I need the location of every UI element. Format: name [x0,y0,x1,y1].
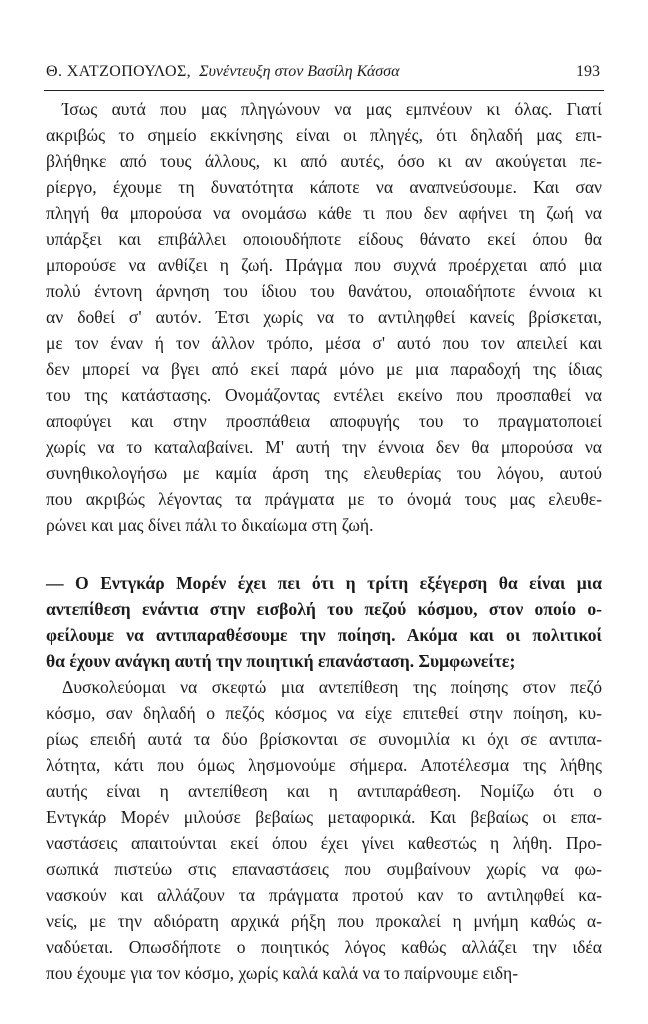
answer-line: ναστάσεις απαιτούνται εκεί όπου έχει γίνει καθεστώς η λήθη. Προ- [46,833,602,853]
question-line: — Ο Εντγκάρ Μορέν έχει πει ότι η τρίτη εξέγερση θα είναι μια [46,573,602,593]
answer-line: Εντγκάρ Μορέν μιλούσε βεβαίως μεταφορικά. Και βεβαίως οι επα- [46,807,602,827]
paragraph-line: πληγή θα μπορούσα να ονομάσω κάθε τι που δεν αφήνει τη ζωή να [46,203,602,223]
paragraph-line: του της κατάστασης. Ονομάζοντας εντέλει εκείνο που προσπαθεί να [46,385,602,405]
paragraph-line: ρίεργο, έχουμε τη δυνατότητα κάποτε να αναπνεύσουμε. Και σαν [46,177,602,197]
question-line: θα έχουν ανάγκη αυτή την ποιητική επανάσταση. Συμφωνείτε; [46,651,516,671]
paragraph-line: πολύ έντονη άρνηση του ίδιου του θανάτου, οποιαδήποτε έννοια κι [46,281,602,301]
paragraph-line: συνηθικολογήσω με καμία άρση της ελευθερίας του λόγου, αυτού [46,463,602,483]
answer-line: αυτής είναι η αντεπίθεση και η αντιπαράθεση. Νομίζω ότι ο [46,781,602,801]
paragraph-line: Ίσως αυτά που μας πληγώνουν να μας εμπνέουν κι όλας. Γιατί [62,99,602,119]
answer-line: Δυσκολεύομαι να σκεφτώ μια αντεπίθεση της ποίησης στον πεζό [62,677,602,697]
paragraph-line: ρώνει και μας δίνει πάλι το δικαίωμα στη ζωή. [46,515,374,535]
page-number: 193 [576,63,600,80]
question-line: φείλουμε να αντιπαραθέσουμε την ποίηση. Ακόμα και οι πολιτικοί [46,625,602,645]
paragraph-line: βλήθηκε από τους άλλους, κι από αυτές, όσο κι αν ακούγεται πε- [46,151,602,171]
answer-line: ρίως επειδή αυτά τα δύο βρίσκονται σε συνομιλία κι όχι σε αντιπα- [46,729,602,749]
paragraph-line: μπορούσε να ανθίζει η ζωή. Πράγμα που συχνά προέρχεται από μια [46,255,602,275]
paragraph-line: που ακριβώς λέγοντας τα πράγματα με το όνομά τους μας ελευθε- [46,489,602,509]
paragraph-line: δεν μπορεί να βγει από εκεί παρά μόνο με μια παραδοχή της ίδιας [46,359,602,379]
answer-line: που έχουμε για τον κόσμο, χωρίς καλά καλά να το παίρνουμε ειδη- [46,963,519,983]
question-line: αντεπίθεση ενάντια στην εισβολή του πεζού κόσμου, στον οποίο ο- [46,599,602,619]
running-header [46,62,600,82]
answer-line: νασκούν και αλλάζουν τα πράγματα προτού καν το αντιληφθεί κα- [46,885,602,905]
paragraph-line: αποφύγει και στην προσπάθεια αποφυγής του το πραγματοποιεί [46,411,602,431]
answer-line: λότητα, κάτι που όμως λησμονούμε σήμερα. Αποτέλεσμα της λήθης [46,755,602,775]
answer-line: σωπικά πιστεύω στις επαναστάσεις που συμβαίνουν χωρίς να φω- [46,859,602,879]
paragraph-line: αν δοθεί σ' αυτόν. Έτσι χωρίς να το αντιληφθεί κανείς βρίσκεται, [46,307,602,327]
answer-line: νείς, με την αδιόρατη αρχικά ρήξη που προκαλεί η μνήμη καθώς α- [46,911,602,931]
paragraph-line: με τον έναν ή τον άλλον τρόπο, μέσα σ' αυτό που τον απειλεί και [46,333,602,353]
running-header-author: Θ. ΧΑΤΖΟΠΟΥΛΟΣ, [46,63,192,80]
paragraph-line: χωρίς να το καταλαβαίνει. Μ' αυτή την έννοια δεν θα μπορούσα να [46,437,602,457]
answer-line: ναδύεται. Οπωσδήποτε ο ποιητικός λόγος καθώς αλλάζει την ιδέα [46,937,602,957]
paragraph-line: ακριβώς το σημείο εκκίνησης είναι οι πληγές, ότι δηλαδή μας επι- [46,125,602,145]
answer-line: κόσμο, σαν δηλαδή ο πεζός κόσμος να είχε επιτεθεί στην ποίηση, κυ- [46,703,602,723]
running-header-subtitle: Συνέντευξη στον Βασίλη Κάσσα [199,63,400,80]
paragraph-line: υπάρξει και επιβάλλει οποιουδήποτε είδους θάνατο εκεί όπου θα [46,229,602,249]
header-rule [44,90,604,91]
